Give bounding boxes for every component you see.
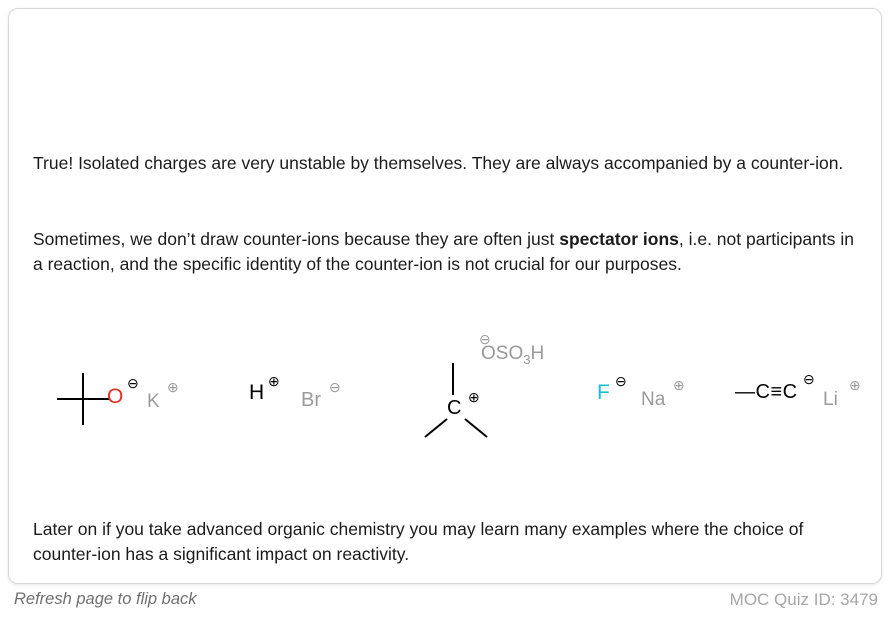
carbocation-skeleton-icon (419, 319, 529, 449)
chemical-structures-row (9, 309, 882, 489)
oxygen-negative-charge-icon: ⊖ (127, 375, 139, 391)
flashcard[interactable] (8, 8, 882, 584)
fluoride-atom-label: F (597, 381, 610, 404)
potassium-counter-ion-label: K (147, 391, 160, 412)
answer-paragraph-3: Later on if you take advanced organic chemistry you may learn many examples where the choice of counter-ion has a significant impact on reactivity. (33, 519, 804, 565)
answer-paragraph-2-part-a: Sometimes, we don’t draw counter-ions because they are often just (33, 229, 560, 249)
bisulfate-subscript: 3 (523, 351, 531, 367)
sodium-counter-ion-label: Na (641, 389, 666, 410)
answer-lead-word: True! (33, 153, 74, 173)
structure-potassium-tert-butoxide (51, 361, 211, 441)
flashcard-body (9, 9, 881, 583)
structure-hydrogen-bromide-ions (249, 361, 379, 421)
sodium-positive-charge-icon: ⊕ (673, 377, 685, 393)
answer-paragraph-1 (33, 151, 863, 176)
carbocation-carbon-label: C (447, 397, 462, 419)
structure-tert-butyl-cation-bisulfate (419, 319, 619, 449)
lithium-positive-charge-icon: ⊕ (849, 377, 861, 393)
fluoride-negative-charge-icon: ⊖ (615, 373, 627, 389)
lithium-counter-ion-label: Li (823, 389, 838, 410)
refresh-hint: Refresh page to flip back (14, 590, 197, 608)
structure-lithium-acetylide (735, 361, 882, 421)
bromide-negative-charge-icon: ⊖ (329, 379, 341, 395)
answer-paragraph-2-part-b: , i.e. not participants in a reaction, and the specific identity of the counter-ion is not crucial for our purposes. (33, 229, 854, 275)
hydrogen-positive-charge-icon: ⊕ (268, 373, 280, 389)
hydrogen-atom-label: H (249, 381, 265, 404)
answer-paragraph-2 (33, 227, 863, 278)
spectator-ions-emphasis: spectator ions (559, 229, 679, 249)
bisulfate-h-text: H (530, 343, 545, 364)
bromide-counter-ion-label: Br (301, 389, 321, 411)
oxygen-atom-label: O (107, 385, 124, 408)
structure-sodium-fluoride-ions (597, 361, 727, 421)
answer-paragraph-1-text: Isolated charges are very unstable by themselves. They are always accompanied by a counter-ion. (73, 153, 844, 173)
bisulfate-negative-charge-icon: ⊖ (479, 331, 491, 347)
bisulfate-oso-text: OSO (481, 343, 524, 364)
acetylide-negative-charge-icon: ⊖ (803, 371, 815, 387)
potassium-positive-charge-icon: ⊕ (167, 379, 179, 395)
carbocation-positive-charge-icon: ⊕ (468, 389, 480, 405)
card-footer (8, 590, 882, 614)
quiz-id-label: MOC Quiz ID: 3479 (729, 590, 878, 609)
acetylide-fragment-label: —C≡C (735, 381, 798, 403)
